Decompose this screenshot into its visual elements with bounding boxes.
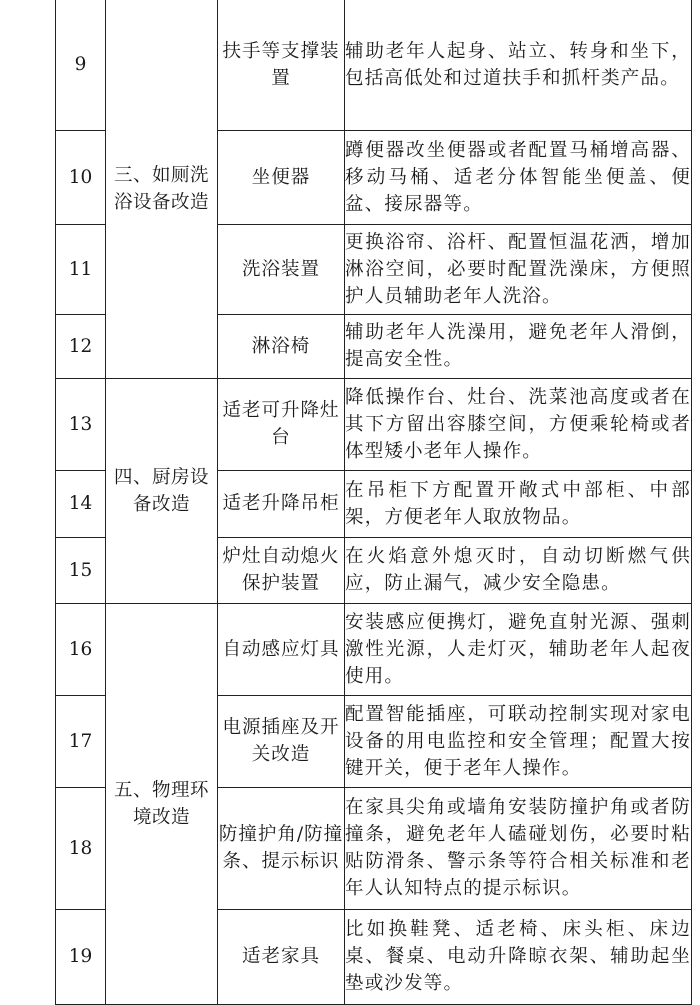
item-description: 在家具尖角或墙角安装防撞护角或者防撞条，避免老年人磕碰划伤，必要时粘贴防滑条、警示条等符合相关标准和老年人认知特点的提示标识。 (345, 787, 692, 909)
row-number: 15 (56, 537, 106, 603)
item-name: 电源插座及开关改造 (218, 695, 345, 787)
row-number: 14 (56, 470, 106, 537)
item-name: 适老升降吊柜 (218, 470, 345, 537)
category-cell: 四、厨房设备改造 (106, 378, 218, 603)
row-number: 16 (56, 603, 106, 695)
item-name: 扶手等支撑装置 (218, 0, 345, 130)
item-description: 蹲便器改坐便器或者配置马桶增高器、移动马桶、适老分体智能坐便盖、便盆、接尿器等。 (345, 130, 692, 224)
category-cell: 五、物理环境改造 (106, 603, 218, 1004)
item-description: 辅助老年人洗澡用，避免老年人滑倒，提高安全性。 (345, 314, 692, 378)
item-description: 安装感应便携灯，避免直射光源、强刺激性光源，人走灯灭，辅助老年人起夜使用。 (345, 603, 692, 695)
item-description: 降低操作台、灶台、洗菜池高度或者在其下方留出容膝空间，方便乘轮椅或者体型矮小老年人操作。 (345, 378, 692, 470)
table-row (56, 0, 692, 130)
row-number: 10 (56, 130, 106, 224)
item-description: 辅助老年人起身、站立、转身和坐下，包括高低处和过道扶手和抓杆类产品。 (345, 0, 692, 130)
item-description: 在吊柜下方配置开敞式中部柜、中部架，方便老年人取放物品。 (345, 470, 692, 537)
item-name: 防撞护角/防撞条、提示标识 (218, 787, 345, 909)
item-name: 炉灶自动熄火保护装置 (218, 537, 345, 603)
renovation-items-table (55, 0, 692, 1005)
item-name: 淋浴椅 (218, 314, 345, 378)
row-number: 17 (56, 695, 106, 787)
item-description: 比如换鞋凳、适老椅、床头柜、床边桌、餐桌、电动升降晾衣架、辅助起坐垫或沙发等。 (345, 909, 692, 1004)
item-description: 在火焰意外熄灭时，自动切断燃气供应，防止漏气，减少安全隐患。 (345, 537, 692, 603)
item-name: 适老家具 (218, 909, 345, 1004)
category-cell: 三、如厕洗浴设备改造 (106, 0, 218, 378)
item-description: 配置智能插座，可联动控制实现对家电设备的用电监控和安全管理；配置大按键开关，便于老年人操作。 (345, 695, 692, 787)
row-number: 9 (56, 0, 106, 130)
row-number: 18 (56, 787, 106, 909)
item-description: 更换浴帘、浴杆、配置恒温花洒，增加淋浴空间，必要时配置洗澡床，方便照护人员辅助老年人洗浴。 (345, 224, 692, 314)
item-name: 坐便器 (218, 130, 345, 224)
item-name: 洗浴装置 (218, 224, 345, 314)
row-number: 13 (56, 378, 106, 470)
row-number: 19 (56, 909, 106, 1004)
item-name: 自动感应灯具 (218, 603, 345, 695)
table-row (56, 603, 692, 695)
row-number: 12 (56, 314, 106, 378)
row-number: 11 (56, 224, 106, 314)
table-row (56, 378, 692, 470)
item-name: 适老可升降灶台 (218, 378, 345, 470)
